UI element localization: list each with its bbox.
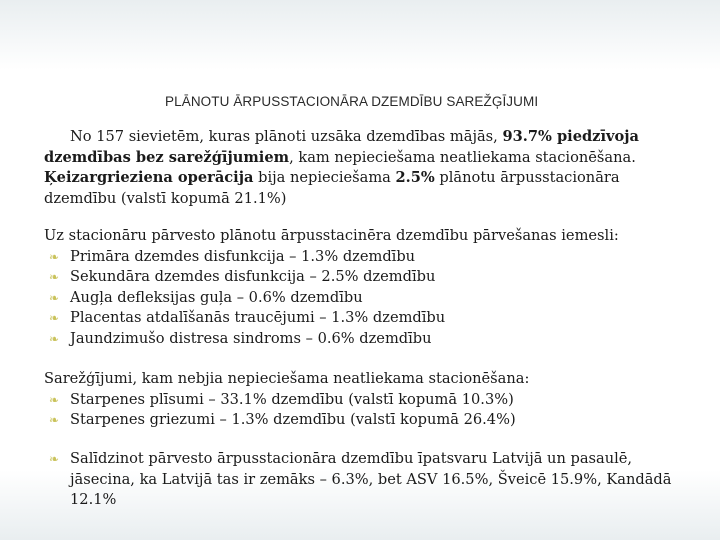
intro-text-4: plānotu ārpusstacionāra dzemdību (valstī kopumā 21.1%) bbox=[44, 169, 620, 207]
intro-text-3: bija nepieciešama bbox=[253, 169, 396, 186]
intro-bold-1: 93.7% piedzīvoja dzemdības bez sarežģījumiem bbox=[44, 128, 639, 166]
leaf-bullet-icon: ❧ bbox=[48, 290, 60, 305]
list-item: ❧ Augļa defleksijas guļa – 0.6% dzemdību bbox=[44, 288, 694, 309]
leaf-bullet-icon: ❧ bbox=[48, 452, 60, 466]
leaf-bullet-icon: ❧ bbox=[48, 311, 60, 325]
comparison-item: ❧ Salīdzinot pārvesto ārpusstacionāra dzemdību īpatsvaru Latvijā un pasaulē, jāsecina, ka Latvijā tas ir zemāks – 6.3%, bet ASV 16.5%, Šveicē 15.9%, Kandādā 12.1% bbox=[44, 449, 694, 511]
transfer-reasons-heading: Uz stacionāru pārvesto plānotu ārpusstacinēra dzemdību pārvešanas iemesli: bbox=[44, 227, 619, 244]
leaf-bullet-icon: ❧ bbox=[48, 392, 60, 407]
leaf-bullet-icon: ❧ bbox=[48, 270, 60, 284]
list-item: ❧ Primāra dzemdes disfunkcija – 1.3% dzemdību bbox=[44, 247, 694, 268]
list-item: ❧ Sekundāra dzemdes disfunkcija – 2.5% dzemdību bbox=[44, 267, 694, 288]
leaf-bullet-icon: ❧ bbox=[48, 413, 60, 427]
list-item: ❧ Jaundzimušo distresa sindroms – 0.6% dzemdību bbox=[44, 329, 694, 350]
intro-text-1: No 157 sievietēm, kuras plānoti uzsāka dzemdības mājās, bbox=[70, 128, 503, 145]
list-item: ❧ Placentas atdalīšanās traucējumi – 1.3% dzemdību bbox=[44, 308, 694, 329]
intro-text-2: , kam nepieciešama neatliekama stacionēšana. bbox=[289, 148, 636, 166]
leaf-bullet-icon: ❧ bbox=[48, 331, 60, 346]
list-item: ❧ Starpenes plīsumi – 33.1% dzemdību (valstī kopumā 10.3%) bbox=[44, 390, 694, 411]
transfer-reasons-section bbox=[44, 226, 694, 349]
complications-heading: Sarežģījumi, kam nebjia nepieciešama neatliekama stacionēšana: bbox=[44, 370, 530, 387]
intro-bold-2: Ķeizargrieziena operācija bbox=[44, 169, 254, 186]
page-title: PLĀNOTU ĀRPUSSTACIONĀRA DZEMDĪBU SAREŽĢĪJUMI bbox=[165, 94, 539, 109]
intro-bold-3: 2.5% bbox=[395, 169, 435, 186]
comparison-section bbox=[44, 449, 694, 511]
intro-paragraph bbox=[44, 127, 694, 209]
leaf-bullet-icon: ❧ bbox=[48, 249, 60, 264]
list-item: ❧ Starpenes griezumi – 1.3% dzemdību (valstī kopumā 26.4%) bbox=[44, 410, 694, 431]
complications-section bbox=[44, 369, 694, 431]
